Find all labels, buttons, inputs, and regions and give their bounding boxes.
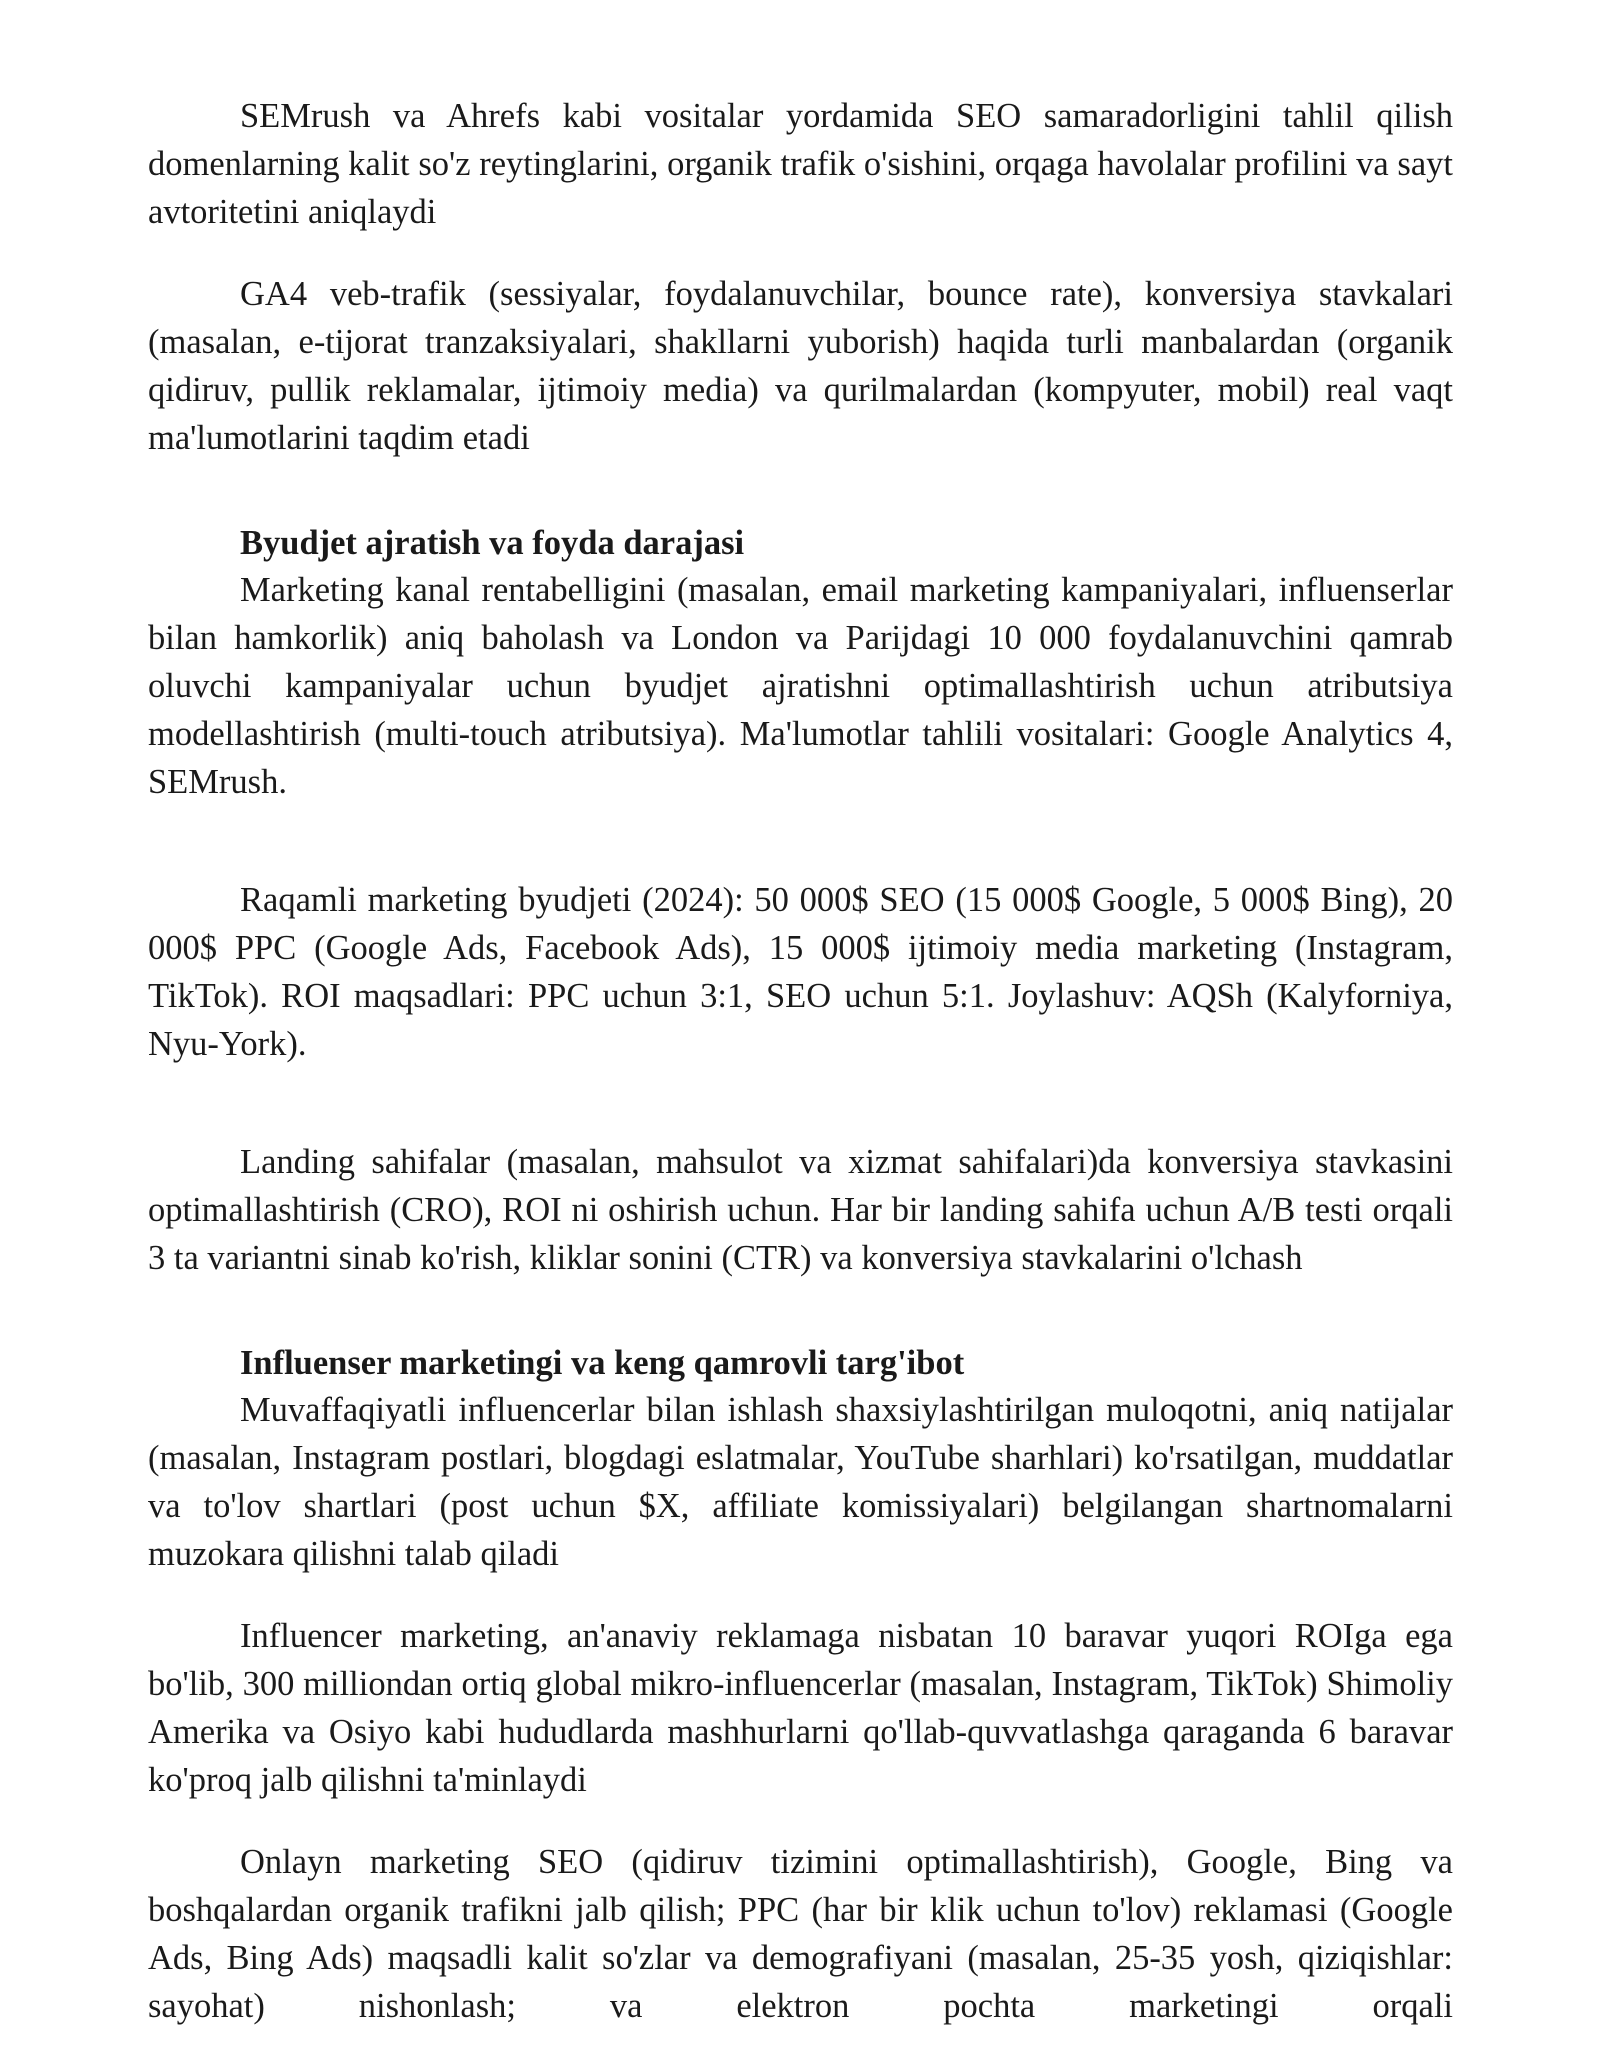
paragraph-influencer-contracts: Muvaffaqiyatli influencerlar bilan ishlash shaxsiylashtirilgan muloqotni, aniq natijalar (masalan, Instagram postlari, blogdagi eslatmalar, YouTube sharhlari) ko'rsatilgan, muddatlar va to'lov shartlari (post uchun $X, affiliate komissiyalari) belgilangan shartnomalarni muzokara qilishni talab qiladi <box>148 1391 1453 1573</box>
paragraph-gap <box>148 806 1453 876</box>
document-page <box>148 92 1453 2030</box>
paragraph-gap <box>148 1068 1453 1138</box>
paragraph-budget-2024: Raqamli marketing byudjeti (2024): 50 000$ SEO (15 000$ Google, 5 000$ Bing), 20 000$ PPC (Google Ads, Facebook Ads), 15 000$ ijtimoiy media marketing (Instagram, TikTok). ROI maqsadlari: PPC uchun 3:1, SEO uchun 5:1. Joylashuv: AQSh (Kalyforniya, Nyu-York). <box>148 881 1453 1063</box>
paragraph-gap <box>148 1578 1453 1612</box>
paragraph-online-marketing: Onlayn marketing SEO (qidiruv tizimini optimallashtirish), Google, Bing va boshqalardan organik trafikni jalb qilish; PPC (har bir klik uchun to'lov) reklamasi (Google Ads, Bing Ads) maqsadli kalit so'zlar va demografiyani (masalan, 25-35 yosh, qiziqishlar: sayohat) nishonlash; va elektron pochta marketingi orqali <box>148 1843 1453 2025</box>
paragraph-gap <box>148 462 1453 520</box>
paragraph-gap <box>148 1282 1453 1340</box>
paragraph-gap <box>148 236 1453 270</box>
paragraph-influencer-roi: Influencer marketing, an'anaviy reklamaga nisbatan 10 baravar yuqori ROIga ega bo'lib, 300 milliondan ortiq global mikro-influencerlar (masalan, Instagram, TikTok) Shimoliy Amerika va Osiyo kabi hududlarda mashhurlarni qo'llab-quvvatlashga qaraganda 6 baravar ko'proq jalb qilishni ta'minlaydi <box>148 1617 1453 1799</box>
paragraph-ga4: GA4 veb-trafik (sessiyalar, foydalanuvchilar, bounce rate), konversiya stavkalari (masalan, e-tijorat tranzaksiyalari, shakllarni yuborish) haqida turli manbalardan (organik qidiruv, pullik reklamalar, ijtimoiy media) va qurilmalardan (kompyuter, mobil) real vaqt ma'lumotlarini taqdim etadi <box>148 275 1453 457</box>
paragraph-landing-cro: Landing sahifalar (masalan, mahsulot va xizmat sahifalari)da konversiya stavkasini optimallashtirish (CRO), ROI ni oshirish uchun. Har bir landing sahifa uchun A/B testi orqali 3 ta variantni sinab ko'rish, kliklar sonini (CTR) va konversiya stavkalarini o'lchash <box>148 1143 1453 1277</box>
paragraph-seo-analysis: SEMrush va Ahrefs kabi vositalar yordamida SEO samaradorligini tahlil qilish domenlarning kalit so'z reytinglarini, organik trafik o'sishini, orqaga havolalar profilini va sayt avtoritetini aniqlaydi <box>148 97 1453 231</box>
paragraph-gap <box>148 1804 1453 1838</box>
heading-budget: Byudjet ajratish va foyda darajasi <box>240 524 745 562</box>
heading-influencer: Influenser marketingi va keng qamrovli targ'ibot <box>240 1344 965 1382</box>
paragraph-attribution: Marketing kanal rentabelligini (masalan, email marketing kampaniyalari, influenserlar bilan hamkorlik) aniq baholash va London va Parijdagi 10 000 foydalanuvchini qamrab oluvchi kampaniyalar uchun byudjet ajratishni optimallashtirish uchun atributsiya modellashtirish (multi-touch atributsiya). Ma'lumotlar tahlili vositalari: Google Analytics 4, SEMrush. <box>148 571 1453 801</box>
